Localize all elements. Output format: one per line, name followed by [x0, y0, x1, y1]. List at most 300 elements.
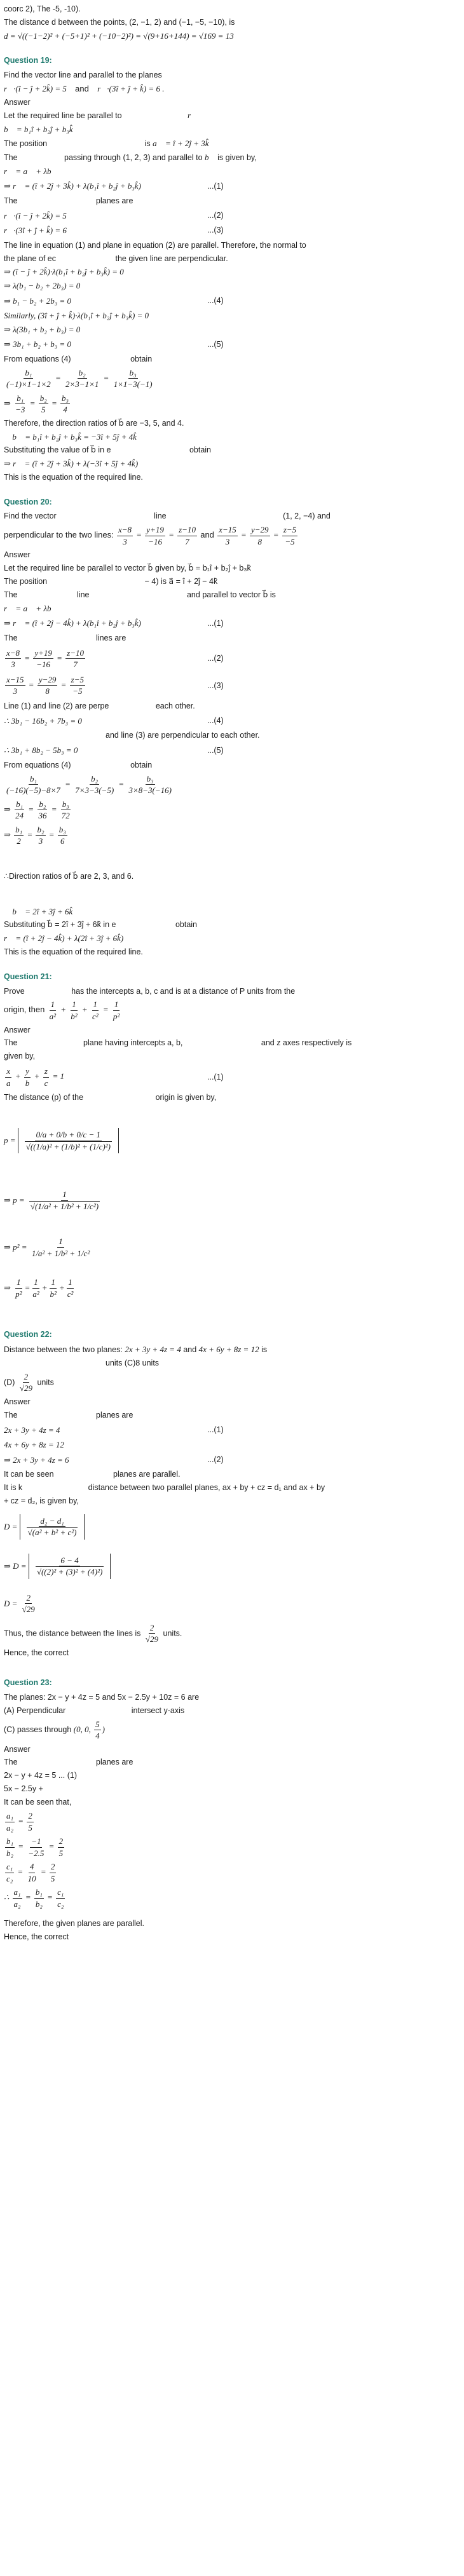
denominator: 2: [17, 836, 21, 846]
text-span: (1, 2, −4) and: [283, 512, 331, 521]
text-line: [4, 110, 460, 121]
text-span: Thus, the distance between the lines is: [4, 1629, 141, 1638]
numerator: b₁: [24, 367, 33, 379]
numerator: b₃: [146, 773, 155, 785]
text-span: passing through (1, 2, 3) and parallel to: [64, 153, 203, 162]
numerator: x−15: [5, 674, 25, 686]
text-line: [4, 1482, 460, 1493]
numerator: y−29: [38, 674, 58, 686]
numerator: 1: [61, 1189, 68, 1201]
text-line: coorc 2), The -5, -10).: [4, 4, 81, 13]
text-span: The: [4, 1758, 18, 1767]
math-line: D = $\frac{\text{d₂ − d₁}}{\text{√(a² + b² + c²)}}$: [4, 1509, 460, 1545]
denominator: 72: [61, 811, 70, 821]
denominator: 1×1−3(−1): [113, 379, 153, 390]
denominator: 5: [41, 405, 46, 415]
text-line: [4, 919, 460, 930]
distance-formula: [4, 1106, 460, 1176]
text-line: [4, 590, 460, 600]
text-line: [4, 138, 460, 149]
equation-tag: ...(1): [207, 1425, 224, 1434]
numerator: −1: [30, 1836, 42, 1848]
text-span: It is k: [4, 1483, 23, 1493]
denominator: −3: [15, 405, 25, 415]
text-span: distance between two parallel planes, ax + by + cz = d₁ and ax + by: [88, 1483, 325, 1493]
numerator: z−5: [70, 674, 85, 686]
plane-eq-2: r⃗·(3î + ĵ + k̂) = 6: [97, 84, 160, 94]
math-line: ∴ b⃗ = b₁î + b₂ĵ + b₃k̂ = −3î + 5ĵ + 4k̂: [4, 431, 137, 442]
text-line: [4, 1622, 460, 1645]
text-span: Substituting the value of b⃗ in e: [4, 445, 111, 455]
equation: ⇒ r⃗ = (î + 2ĵ − 4k̂) + λ(b₁î + b₂ĵ + b₃k̂): [4, 618, 141, 628]
answer-label: Answer: [4, 1397, 31, 1406]
text-line: It can be seen that,: [4, 1798, 72, 1807]
numerator: x−8: [5, 647, 21, 660]
denominator: 3: [123, 536, 127, 546]
equation-row: [4, 210, 460, 222]
equation: ∴ 3b₁ + 8b₂ − 5b₃ = 0: [4, 745, 78, 756]
numerator: y+19: [33, 647, 53, 660]
numerator: z−5: [282, 524, 297, 536]
equation-tag: ...(2): [207, 654, 224, 663]
equation-tag: ...(1): [207, 618, 224, 628]
fraction: [250, 524, 270, 547]
text-span: planes are: [96, 1758, 133, 1767]
denominator: √29: [19, 1383, 32, 1393]
numerator: z−10: [177, 524, 197, 536]
equation: ⇒ 2x + 3y + 4z = 6: [4, 1454, 69, 1465]
numerator: x−8: [117, 524, 133, 536]
numerator: 1: [71, 999, 78, 1011]
denominator: (−16)(−5)−8×7: [6, 785, 60, 796]
equation-tag: ...(4): [207, 295, 224, 305]
ratio-line: $\frac{\text{c₁}}{\text{c₂}}$ = $\frac{4}{10}$ = $\frac{2}{5}$: [6, 1862, 55, 1883]
solution-page: [4, 0, 460, 1942]
spacer: [4, 850, 460, 869]
answer-label: Answer: [4, 1025, 31, 1034]
text-span: planes are: [96, 196, 133, 205]
text-span: and parallel to vector b⃗ is: [186, 590, 276, 599]
math-span: D =: [4, 1522, 18, 1532]
text-line: Let the required line be parallel to vector b⃗ given by, b⃗ = b₁î + b₂ĵ + b₃k̂: [4, 564, 251, 573]
text-line: units (C)8 units: [106, 1358, 160, 1367]
question-title: Question 22:: [4, 1330, 52, 1339]
equation-tag: ...(2): [207, 210, 224, 220]
text-span: has the intercepts a, b, c and is at a distance of P units from the: [71, 986, 296, 996]
text-line: [4, 354, 460, 365]
math-line: ⇒ p² = $\frac{1}{\text{1/a² + 1/b² + 1/c²}}$: [4, 1237, 90, 1258]
math-line: d = √((−1−2)² + (−5+1)² + (−10−2)²) = √(9+16+144) = √169 = 13: [4, 31, 234, 41]
text-span: and: [183, 1345, 197, 1355]
text-line: Hence, the correct: [4, 1932, 69, 1942]
text-span: obtain: [130, 760, 153, 769]
text-span: It can be seen: [4, 1470, 54, 1479]
text-span: Substituting b⃗ = 2î + 3ĵ + 6k̂ in e: [4, 920, 116, 930]
text-line: The line in equation (1) and plane in equation (2) are parallel. Therefore, the normal to: [4, 240, 306, 250]
fraction: [113, 367, 154, 390]
text-line: [4, 1757, 460, 1768]
text-line: + cz = d₂, is given by,: [4, 1496, 79, 1506]
numerator: 2: [149, 1622, 156, 1634]
numerator: b₁: [15, 393, 25, 405]
math-span: a⃗ = î + 2ĵ + 3k̂: [153, 138, 209, 148]
fraction: [217, 524, 238, 547]
denominator: 8: [45, 686, 50, 696]
question-21: [4, 972, 460, 1304]
ratio-line: $\frac{\text{a₁}}{\text{a₂}}$ = $\frac{2}{5}$: [6, 1810, 32, 1833]
fraction: [5, 647, 21, 670]
text-span: Distance between the two planes:: [4, 1345, 123, 1355]
math-line: ⇒ $\frac{1}{\text{p²}}$ = $\frac{1}{\text{a²}}$ + $\frac{1}{\text{b²}}$ + $\frac{1}{\text{c²}}$: [4, 1277, 74, 1299]
math-span: p =: [4, 1135, 16, 1146]
text-span: is: [144, 139, 151, 148]
text-line: [4, 1410, 460, 1421]
numerator: b₂: [38, 799, 47, 811]
numerator: b₁: [14, 824, 24, 836]
denominator: √29: [145, 1634, 159, 1644]
math-line: ⇒ D = $\frac{6 - 4}{\text{√((2)² + (3)² + (4)²)}}$: [4, 1547, 460, 1585]
fraction: [14, 393, 26, 416]
numerator: b₃: [60, 393, 70, 405]
math-span: 2x + 3y + 4z = 4: [125, 1345, 181, 1355]
fraction: [5, 367, 52, 390]
text-line: Find the vector line and parallel to the planes: [4, 71, 162, 80]
math-line: ⇒ λ(b₁ − b₂ + 2b₃) = 0: [4, 281, 81, 290]
text-span: (D): [4, 1378, 15, 1387]
math-line: ⇒ λ(3b₁ + b₂ + b₃) = 0: [4, 324, 81, 334]
fraction: [117, 524, 133, 547]
fraction: [145, 524, 165, 547]
absolute-value: $\frac{0/a + 0/b + 0/c - 1}{\text{√((1/a)² + (1/b)² + (1/c)²)}}$: [18, 1128, 119, 1153]
equation-tag: ...(3): [207, 681, 224, 690]
text-span: Line (1) and line (2) are perpe: [4, 702, 109, 711]
text-line: [4, 1705, 460, 1716]
math-line: 4x + 6y + 8z = 12: [4, 1440, 64, 1450]
text-span: planes are: [96, 1410, 133, 1420]
equation: $\frac{x-8}{3}$ = $\frac{y+19}{-16}$ = $\frac{z-10}{7}$: [6, 647, 84, 670]
question-title: Question 21:: [4, 972, 52, 981]
text-line: Therefore, the direction ratios of b⃗ are −3, 5, and 4.: [4, 418, 184, 428]
equation-row: [4, 674, 460, 697]
numerator: 2: [50, 1861, 57, 1873]
ratio-line: $\frac{\text{b₁}}{\text{b₂}}$ = $\frac{-1}{-2.5}$ = $\frac{2}{5}$: [6, 1836, 64, 1858]
math-line: ⇒ p = $\frac{1}{\text{√(1/a² + 1/b² + 1/c²)}}$: [4, 1190, 99, 1211]
text-span: units.: [163, 1629, 182, 1638]
text-span: line: [77, 590, 90, 599]
question-title: Question 20:: [4, 497, 52, 506]
equation-row: [4, 295, 460, 307]
text-line: [4, 511, 460, 522]
text-span: − 4) is a⃗ = î + 2ĵ − 4k̂: [144, 577, 218, 586]
text-span: lines are: [96, 633, 126, 642]
denominator: 3: [38, 836, 43, 846]
denominator: 3: [13, 686, 18, 696]
equation: $\frac{x-15}{3}$ = $\frac{y-29}{8}$ = $\frac{z-5}{-5}$: [6, 674, 84, 696]
fraction: [70, 674, 85, 697]
text-line: 2x − y + 4z = 5 ... (1): [4, 1771, 77, 1780]
numerator: 2: [23, 1371, 30, 1383]
fraction: [64, 367, 100, 390]
text-span: The: [4, 1410, 18, 1420]
equation-tag: ...(1): [207, 181, 224, 191]
fraction: [65, 647, 85, 670]
equation: $\frac{x}{a}$ + $\frac{y}{b}$ + $\frac{z}{c}$ = 1: [6, 1066, 65, 1088]
text-line: 5x − 2.5y +: [4, 1784, 43, 1794]
text-span: the given line are perpendicular.: [115, 254, 228, 263]
denominator: a²: [49, 1012, 56, 1022]
denominator: 5: [58, 1848, 64, 1858]
text-line: This is the equation of the required line.: [4, 472, 143, 482]
text-line: [4, 701, 460, 712]
text-line: (C) passes through (0, 0, $\frac{5}{4}$ ): [4, 1719, 105, 1741]
option-d: [4, 1371, 460, 1394]
math-span: ⇒ p =: [4, 1195, 25, 1205]
math-line: r⃗ = a⃗ + λb⃗: [4, 603, 58, 613]
denominator: −16: [148, 536, 162, 546]
numerator: b₂: [78, 367, 87, 379]
text-span: The position: [4, 577, 48, 586]
text-span: The position: [4, 139, 48, 148]
denominator: 7: [185, 536, 189, 546]
text-span: perpendicular to the two lines:: [4, 530, 114, 540]
text-line: [4, 1038, 460, 1048]
denominator: 5: [28, 1822, 32, 1833]
equation: r⃗·(î − ĵ + 2k̂) = 5: [4, 210, 67, 220]
text-span: The: [4, 1038, 18, 1048]
text-line: and line (3) are perpendicular to each other.: [106, 731, 260, 740]
math-span: ⇒ p² =: [4, 1242, 27, 1252]
fraction-line: ⇒ $\frac{\text{b₁}}{24}$ = $\frac{\text{b₂}}{36}$ = $\frac{\text{b₃}}{72}$: [4, 799, 70, 821]
text-span: From equations (4): [4, 760, 71, 769]
math-line: ⇒ (î − ĵ + 2k̂)·λ(b₁î + b₂ĵ + b₃k̂) = 0: [4, 267, 124, 277]
denominator: 6: [60, 836, 65, 846]
math-line: [4, 83, 460, 95]
math-span: ⇒ D =: [4, 1561, 27, 1571]
equation-row: [4, 180, 460, 192]
denominator: −2.5: [28, 1848, 44, 1858]
text-line: The distance d between the points, (2, −1, 2) and (−1, −5, −10), is: [4, 17, 235, 27]
denominator: −5: [285, 536, 295, 546]
text-span: and z axes respectively is: [261, 1038, 352, 1048]
ratio-line: ∴ $\frac{\text{a₁}}{\text{a₂}}$ = $\frac{\text{b₁}}{\text{b₂}}$ = $\frac{\text{c₁}}{\text{c₂}}$: [4, 1887, 64, 1909]
numerator: b₃: [128, 367, 138, 379]
text-line: [4, 254, 460, 264]
denominator: 2×3−1×1: [65, 379, 99, 390]
text-span: Prove: [4, 986, 25, 996]
equation: r⃗·(3î + ĵ + k̂) = 6: [4, 226, 67, 236]
text-span: line: [154, 512, 167, 521]
denominator: 3: [225, 536, 230, 546]
denominator: b²: [71, 1012, 78, 1022]
text-line: [4, 1469, 460, 1480]
fraction: [38, 674, 58, 697]
denominator: −16: [36, 660, 50, 670]
text-span: obtain: [130, 354, 153, 363]
denominator: 5: [50, 1873, 55, 1883]
numerator: 1: [50, 999, 57, 1011]
equation-tag: ...(5): [207, 339, 224, 349]
equation-row: [4, 618, 460, 629]
numerator: 1: [113, 999, 120, 1011]
text-line: [4, 1344, 460, 1355]
numerator: 2: [25, 1592, 32, 1604]
math-line: b⃗ = b₁î + b₂ĵ + b₃k̂: [4, 125, 73, 135]
equation-row: [4, 1066, 460, 1088]
numerator: x−15: [217, 524, 238, 536]
equation-tag: ...(3): [207, 226, 224, 235]
math-line: r⃗ = a⃗ + λb⃗: [4, 166, 58, 176]
denominator: √29: [22, 1604, 35, 1615]
text-line: [4, 196, 460, 207]
text-span: The: [4, 590, 18, 599]
text-span: obtain: [175, 920, 197, 930]
denominator: 7: [73, 660, 78, 670]
equation-row: [4, 1454, 460, 1466]
question-20: [4, 497, 460, 958]
text-span: intersect y-axis: [131, 1705, 185, 1715]
equation: 2x + 3y + 4z = 4: [4, 1425, 60, 1435]
fraction: [60, 393, 70, 416]
text-line: Therefore, the given planes are parallel.: [4, 1919, 144, 1929]
fraction: [33, 647, 53, 670]
numerator: 1: [57, 1236, 64, 1248]
text-span: planes are parallel.: [113, 1470, 181, 1479]
question-19: [4, 55, 460, 482]
fraction: [282, 524, 297, 547]
denominator: 36: [38, 811, 47, 821]
math-span: D =: [4, 1599, 18, 1609]
text-line: [4, 986, 460, 997]
text-span: Let the required line be parallel to: [4, 111, 122, 121]
denominator: c²: [92, 1012, 99, 1022]
numerator: b₂: [36, 824, 45, 836]
equation-row: [4, 1425, 460, 1436]
denominator: −5: [72, 686, 83, 696]
equation-row: [4, 225, 460, 236]
text-span: and: [200, 530, 214, 540]
text-span: The: [4, 196, 18, 205]
numerator: 1: [15, 1277, 22, 1289]
fraction: [5, 674, 25, 697]
fraction: [58, 824, 67, 847]
numerator: 2: [58, 1836, 65, 1848]
denominator: 24: [15, 811, 24, 821]
math-line: ⇒ r⃗ = (î + 2ĵ + 3k̂) + λ(−3î + 5ĵ + 4k̂): [4, 459, 139, 469]
fraction: [36, 824, 45, 847]
answer-label: Answer: [4, 550, 31, 560]
text-span: is given by,: [217, 153, 257, 162]
equation-row: [4, 647, 460, 670]
equation-row: [4, 339, 460, 350]
numerator: 2: [27, 1810, 34, 1822]
numerator: b₂: [90, 773, 99, 785]
fraction: [60, 799, 71, 822]
answer-label: Answer: [4, 97, 31, 107]
equation-row: [4, 715, 460, 727]
text-line: Hence, the correct: [4, 1648, 69, 1657]
equation: ⇒ 3b₁ + b₂ + b₃ = 0: [4, 339, 72, 349]
denominator: 10: [27, 1873, 36, 1883]
math-line: r⃗ = (î + 2ĵ − 4k̂) + λ(2î + 3ĵ + 6k̂): [4, 933, 124, 944]
equation-tag: ...(1): [207, 1072, 224, 1081]
equation-tag: ...(2): [207, 1455, 224, 1465]
numerator: b₃: [58, 824, 67, 836]
math-span: 4x + 6y + 8z = 12: [198, 1345, 259, 1355]
fraction-line: origin, then $\frac{1}{\text{a²}}$ + $\frac{1}{\text{b²}}$ + $\frac{1}{\text{c²}}$ = $\frac{1}{\text{p²}}$: [4, 1000, 120, 1022]
fraction: [177, 524, 197, 547]
text-span: the plane of ec: [4, 254, 57, 263]
text-span: The distance (p) of the: [4, 1093, 84, 1102]
math-line: ∴ b⃗ = 2î + 3ĵ + 6k̂: [4, 906, 73, 916]
text-span: The: [4, 153, 18, 162]
question-title: Question 19:: [4, 56, 52, 65]
math-line: Similarly, (3î + ĵ + k̂)·λ(b₁î + b₂ĵ + b₃k̂) = 0: [4, 311, 149, 321]
numerator: y+19: [145, 524, 165, 536]
numerator: 1: [50, 1277, 57, 1289]
numerator: 1: [67, 1277, 74, 1289]
numerator: y−29: [250, 524, 270, 536]
text-span: is: [261, 1345, 268, 1355]
equation-tag: ...(5): [207, 745, 224, 755]
text-line: ∴Direction ratios of b⃗ are 2, 3, and 6.: [4, 872, 134, 881]
question-22: [4, 1329, 460, 1658]
math-span: r⃗: [188, 111, 198, 121]
fraction: [37, 799, 48, 822]
fraction-line: ⇒ $\frac{\text{b₁}}{-3}$ = $\frac{\text{b₂}}{5}$ = $\frac{\text{b₃}}{4}$: [4, 393, 69, 415]
text-span: units: [37, 1378, 54, 1387]
text-span: origin is given by,: [155, 1093, 217, 1102]
question-title: Question 23:: [4, 1678, 52, 1687]
numerator: z−10: [65, 647, 85, 660]
text-span: From equations (4): [4, 354, 71, 363]
denominator: (−1)×1−1×2: [6, 379, 51, 390]
equation: ∴ 3b₁ − 16b₂ + 7b₃ = 0: [4, 715, 82, 726]
equation-row: [4, 745, 460, 756]
denominator: 8: [257, 536, 263, 546]
numerator: b₁: [29, 773, 38, 785]
text-span: origin, then: [4, 1005, 45, 1015]
fraction: [14, 799, 25, 822]
fraction-line: $\frac{\text{b₁}}{(-1)\times 1-1\times 2}$ = $\frac{\text{b₂}}{2\times 3-1\times 1}$ = $\frac{\text{b₃}}{1\times 1-3(-1)}$: [6, 367, 153, 390]
text-line: [4, 633, 460, 644]
text-line: [4, 1092, 460, 1103]
text-and: and: [75, 84, 89, 94]
math-span: ⇒: [4, 1283, 11, 1293]
text-span: (A) Perpendicular: [4, 1705, 66, 1715]
fraction: [5, 773, 62, 796]
denominator: 3: [11, 660, 15, 670]
text-line: [4, 445, 460, 456]
spacer: [4, 885, 460, 904]
fraction-line: $\frac{\text{b₁}}{(-16)(-5)-8\times 7}$ = $\frac{\text{b₂}}{7\times 3-3(-5)}$ = $\frac{\text{b₃}}{3\times 8-3(-16)}$: [6, 773, 172, 796]
text-line: given by,: [4, 1052, 36, 1061]
numerator: 1: [92, 999, 99, 1011]
answer-label: Answer: [4, 1744, 31, 1754]
equation-tag: ...(4): [207, 716, 224, 726]
question-23: [4, 1678, 460, 1942]
denominator: 7×3−3(−5): [75, 785, 114, 796]
denominator: p²: [113, 1012, 120, 1022]
plane-eq-1: r⃗·(î − ĵ + 2k̂) = 5: [4, 84, 67, 94]
text-span: Find the vector: [4, 512, 57, 521]
denominator: 4: [63, 405, 67, 415]
fraction: [14, 824, 24, 847]
text-span: each other.: [155, 702, 195, 711]
fraction: [127, 773, 172, 796]
numerator: b₃: [61, 799, 71, 811]
fraction: [39, 393, 48, 416]
numerator: b₂: [39, 393, 48, 405]
